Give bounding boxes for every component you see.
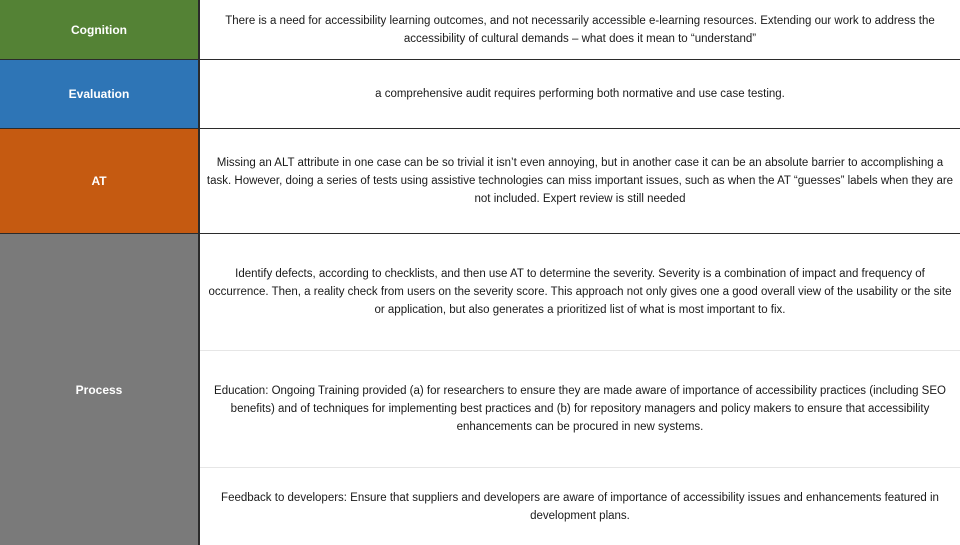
row-text-at [200, 129, 960, 233]
cell-text: Identify defects, according to checklists, and then use AT to determine the severity. Severity is a combination of impact and frequency of occurrence. Then, a reality check from users on the severity score. This approach not only gives one a good overall view of the usability or the site or application, but also generates a prioritized list of what is most important to fix. [208, 268, 952, 316]
cell-text: Missing an ALT attribute in one case can be so trivial it isn’t even annoying, but in another case it can be an absolute barrier to accomplishing a task. However, doing a series of tests using assistive technologies can miss important issues, such as when the AT “guesses” labels when they are not included. Expert review is still needed [206, 157, 954, 205]
row-label-at [0, 129, 199, 233]
cell-text: Feedback to developers: Ensure that suppliers and developers are aware of importance of accessibility issues and enhancements featured in development plans. [221, 491, 939, 522]
row-label-text: Evaluation [68, 87, 130, 101]
row-text-process-defects [200, 234, 960, 350]
row-label-text: AT [91, 174, 107, 188]
row-text-evaluation [200, 60, 960, 128]
column-divider [199, 0, 200, 545]
row-label-process [0, 234, 199, 545]
row-text-process-feedback [200, 468, 960, 545]
row-text-cognition [200, 0, 960, 59]
cell-text: a comprehensive audit requires performing both normative and use case testing. [375, 88, 785, 100]
row-label-evaluation [0, 60, 199, 128]
cell-text: There is a need for accessibility learning outcomes, and not necessarily accessible e-learning resources. Extending our work to address the accessibility of cultural demands – what does it mean to “understand” [225, 14, 935, 45]
row-label-text: Process [75, 382, 123, 397]
row-label-cognition [0, 0, 199, 59]
row-text-process-education [200, 351, 960, 467]
cell-text: Education: Ongoing Training provided (a) for researchers to ensure they are made aware of importance of accessibility practices (including SEO benefits) and of techniques for implementing best practices and (b) for repository managers and policy makers to ensure that accessibility enhancements can be procured in new systems. [214, 385, 946, 433]
row-label-text: Cognition [71, 22, 127, 37]
